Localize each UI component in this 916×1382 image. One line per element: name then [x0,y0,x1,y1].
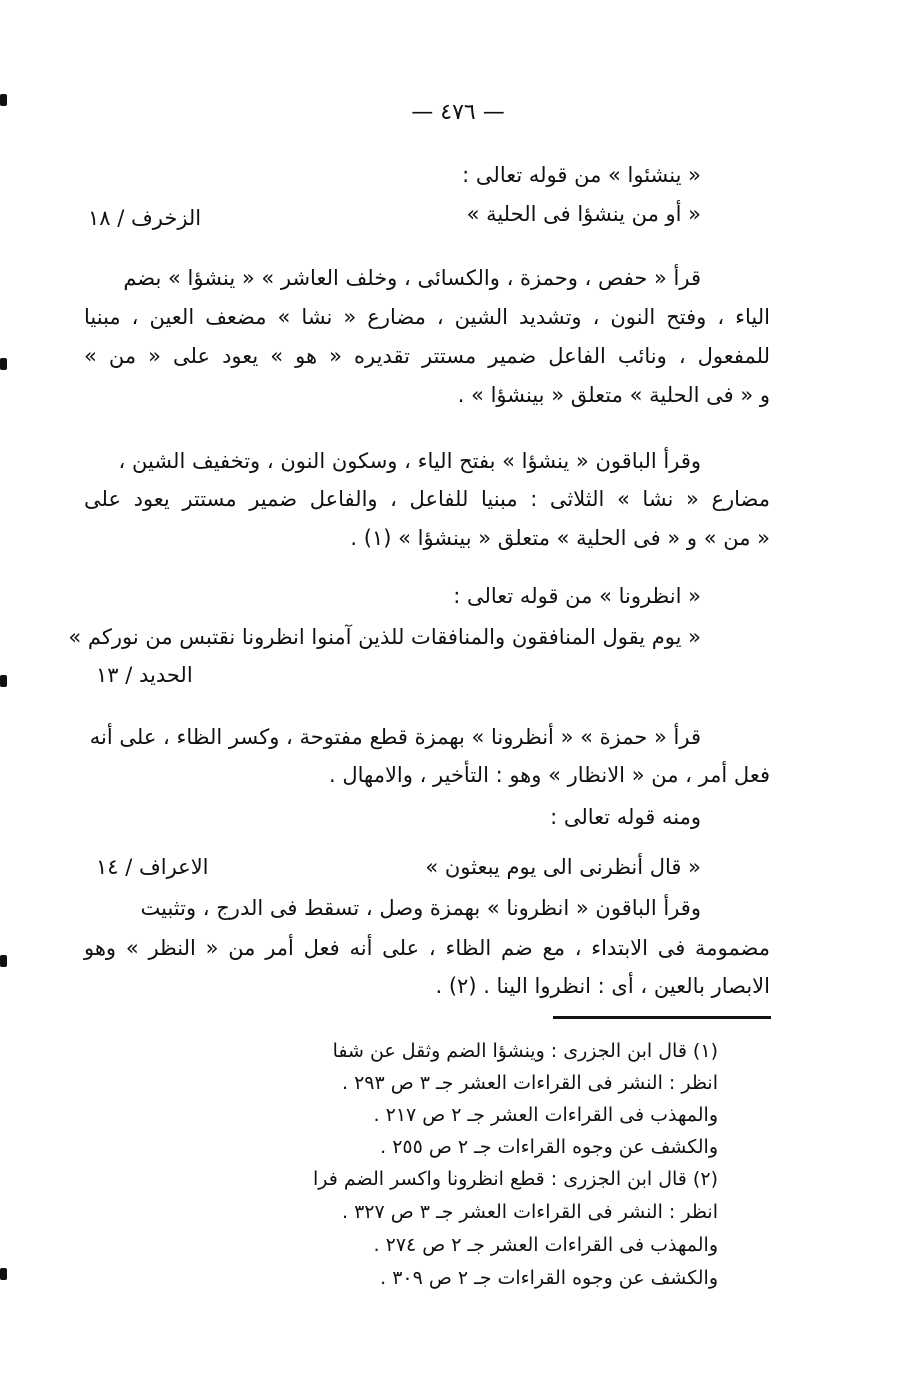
footnote-separator [553,1016,771,1019]
scan-edge-mark [0,675,7,687]
scan-edge-mark [0,358,7,370]
footnote-line: (٢) قال ابن الجزرى : قطع انظرونا واكسر الضم فرا [312,1168,718,1190]
verse-reference: الحديد / ١٣ [96,663,193,687]
verse-intro: ومنه قوله تعالى : [550,805,701,829]
page-number: — ٤٧٦ — [411,100,505,125]
paragraph-line: وقرأ الباقون « ينشؤا » بفتح الياء ، وسكون النون ، وتخفيف الشين ، [118,449,701,473]
verse-intro: « انظرونا » من قوله تعالى : [453,584,701,608]
footnote-line: (١) قال ابن الجزرى : وينشؤا الضم وثقل عن شفا [332,1040,718,1062]
verse-quote: « يوم يقول المنافقون والمنافقات للذين آمنوا انظرونا نقتبس من نوركم » [68,625,701,649]
paragraph-line: قرأ « حمزة » « أنظرونا » بهمزة قطع مفتوحة ، وكسر الظاء ، على أنه [89,725,701,749]
footnote-line: والكشف عن وجوه القراءات جـ ٢ ص ٢٥٥ . [380,1136,718,1158]
paragraph-line: مضارع « نشا » الثلاثى : مبنيا للفاعل ، والفاعل ضمير مستتر يعود على [84,487,770,511]
verse-quote: « أو من ينشؤا فى الحلية » [466,202,701,226]
scan-edge-mark [0,94,7,106]
paragraph-line: قرأ « حفص ، وحمزة ، والكسائى ، وخلف العاشر » « ينشؤا » بضم [123,266,701,290]
paragraph-line: الياء ، وفتح النون ، وتشديد الشين ، مضارع « نشا » مضعف العين ، مبنيا [84,305,770,329]
footnote-line: والمهذب فى القراءات العشر جـ ٢ ص ٢١٧ . [373,1104,718,1126]
paragraph-line: و « فى الحلية » متعلق « بينشؤا » . [457,383,770,407]
paragraph-line: « من » و « فى الحلية » متعلق « بينشؤا » (١) . [350,526,770,550]
footnote-line: والكشف عن وجوه القراءات جـ ٢ ص ٣٠٩ . [380,1267,718,1289]
verse-intro: « ينشئوا » من قوله تعالى : [462,163,701,187]
footnote-line: انظر : النشر فى القراءات العشر جـ ٣ ص ٣٢٧ . [342,1201,718,1223]
scan-edge-mark [0,955,7,967]
paragraph-line: فعل أمر ، من « الانظار » وهو : التأخير ، والامهال . [329,763,770,787]
paragraph-line: مضمومة فى الابتداء ، مع ضم الظاء ، على أنه فعل أمر من « النظر » وهو [84,936,770,960]
verse-reference: الاعراف / ١٤ [96,855,209,879]
scan-edge-mark [0,1268,7,1280]
footnote-line: انظر : النشر فى القراءات العشر جـ ٣ ص ٢٩٣ . [342,1072,718,1094]
verse-quote: « قال أنظرنى الى يوم يبعثون » [425,855,701,879]
footnote-line: والمهذب فى القراءات العشر جـ ٢ ص ٢٧٤ . [373,1234,718,1256]
paragraph-line: للمفعول ، ونائب الفاعل ضمير مستتر تقديره « هو » يعود على « من » [84,344,770,368]
paragraph-line: وقرأ الباقون « انظرونا » بهمزة وصل ، تسقط فى الدرج ، وتثبيت [140,896,701,920]
paragraph-line: الابصار بالعين ، أى : انظروا الينا . (٢) . [435,974,770,998]
verse-reference: الزخرف / ١٨ [88,206,202,230]
